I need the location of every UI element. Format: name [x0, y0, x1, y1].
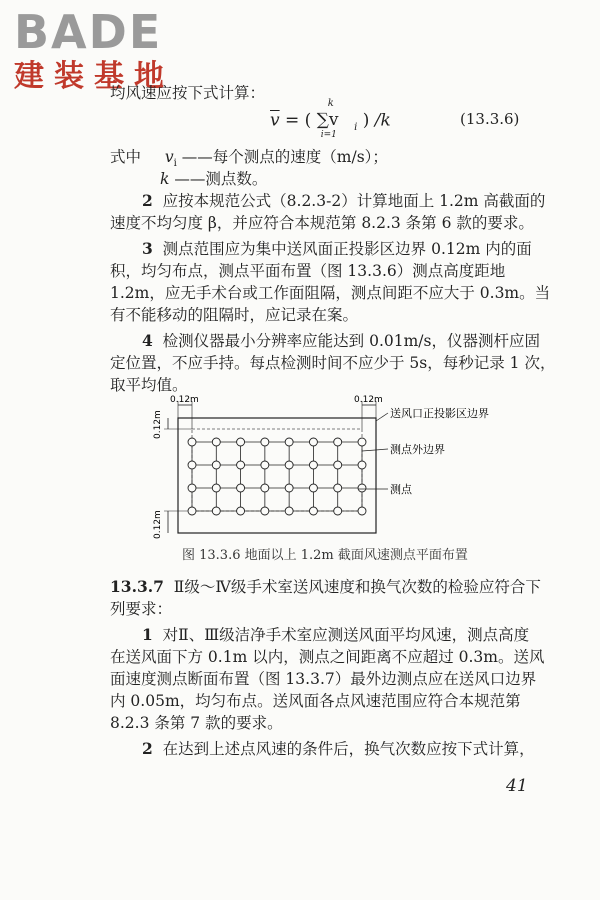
sitem1-line-3: 面速度测点断面布置（图 13.3.7）最外边测点应在送风口边界: [110, 670, 537, 688]
measurement-point: [309, 438, 317, 446]
figure-caption: 图 13.3.6 地面以上 1.2m 截面风速测点平面布置: [182, 548, 468, 563]
measurement-grid: [188, 438, 366, 515]
measurement-point: [309, 461, 317, 469]
label-inner-boundary: 测点外边界: [390, 443, 445, 456]
sitem2-line-1: [142, 738, 535, 760]
formula-sub: i: [354, 121, 358, 133]
dim-top-right: 0.12m: [354, 395, 383, 405]
symbol-v-sub: i: [173, 158, 177, 170]
measurement-point: [358, 461, 366, 469]
symbol-k-desc: ——测点数。: [174, 170, 268, 188]
leader-inner: [362, 449, 388, 451]
measurement-point: [212, 461, 220, 469]
item2-text-1: 应按本规范公式（8.2.3-2）计算地面上 1.2m 高截面的: [162, 192, 546, 210]
measurement-point: [334, 438, 342, 446]
item4-text-1: 检测仪器最小分辨率应能达到 0.01m/s，仪器测杆应固: [162, 332, 540, 350]
item3-line-1: [142, 238, 532, 260]
item3-line-4: 有不能移动的阻隔时，应记录在案。: [110, 306, 359, 324]
formula-sum-bottom: i=1: [320, 130, 337, 140]
sitem1-line-4: 内 0.05m，均匀布点。送风面各点风速范围应符合本规范第: [110, 692, 521, 710]
section-line-1: [110, 576, 541, 598]
label-point: 测点: [390, 483, 412, 496]
symbol-prefix: 式中: [110, 148, 142, 166]
measurement-point: [212, 507, 220, 515]
measurement-point: [188, 438, 196, 446]
section-text-1: Ⅱ级～Ⅳ级手术室送风速度和换气次数的检验应符合下: [173, 578, 541, 596]
leader-outer: [376, 413, 388, 421]
sitem2-text-1: 在达到上述点风速的条件后，换气次数应按下式计算，: [162, 740, 535, 758]
item4-line-1: [142, 330, 540, 352]
measurement-point: [237, 438, 245, 446]
dim-left-top: 0.12m: [153, 410, 163, 439]
measurement-point: [285, 438, 293, 446]
formula-sum: ∑v: [316, 110, 339, 130]
item3-line-3: 1.2m，应无手术台或工作面阻隔，测点间距不应大于 0.3m。当: [110, 284, 551, 302]
logo-main-text: BADE: [14, 5, 163, 59]
dim-top-left: 0.12m: [170, 395, 199, 405]
measurement-point: [309, 484, 317, 492]
measurement-point: [285, 461, 293, 469]
symbol-def-k: [160, 168, 267, 190]
section-line-2: 列要求：: [110, 600, 173, 618]
sitem1-line-1: [142, 624, 529, 646]
sitem1-line-2: 在送风面下方 0.1m 以内，测点之间距离不应超过 0.3m。送风: [110, 648, 545, 666]
equation-number: (13.3.6): [460, 110, 520, 128]
measurement-point: [358, 484, 366, 492]
measurement-point: [188, 484, 196, 492]
section-number: 13.3.7: [110, 577, 164, 596]
item2-number: 2: [142, 191, 153, 210]
item4-number: 4: [142, 331, 153, 350]
measurement-point: [334, 484, 342, 492]
symbol-k: k: [160, 170, 170, 188]
symbol-v-desc: ——每个测点的速度（m/s）；: [181, 148, 388, 166]
measurement-point: [261, 484, 269, 492]
formula-lhs: $\overline{v}$: [270, 110, 280, 131]
measurement-point: [237, 461, 245, 469]
measurement-point: [285, 484, 293, 492]
item4-line-3: 取平均值。: [110, 376, 188, 394]
sitem1-line-5: 8.2.3 条第 7 款的要求。: [110, 714, 283, 732]
measurement-point: [188, 507, 196, 515]
measurement-point: [261, 438, 269, 446]
measurement-point: [358, 438, 366, 446]
measurement-point: [358, 507, 366, 515]
measurement-point: [334, 507, 342, 515]
item3-line-2: 积，均匀布点，测点平面布置（图 13.3.6）测点高度距地: [110, 262, 506, 280]
item4-line-2: 定位置，不应手持。每点检测时间不应少于 5s，每秒记录 1 次，: [110, 354, 556, 372]
sitem2-number: 2: [142, 739, 153, 758]
measurement-point: [285, 507, 293, 515]
item3-text-1: 测点范围应为集中送风面正投影区边界 0.12m 内的面: [162, 240, 532, 258]
symbol-v: v: [164, 148, 174, 166]
item2-line-2: 速度不均匀度 β，并应符合本规范第 8.2.3 条第 6 款的要求。: [110, 214, 534, 232]
intro-text: 均风速应按下式计算：: [110, 84, 266, 102]
measurement-point: [212, 438, 220, 446]
formula-div: /k: [374, 110, 391, 131]
measurement-point: [261, 507, 269, 515]
page-number: 41: [506, 776, 528, 796]
sitem1-number: 1: [142, 625, 153, 644]
measurement-point: [261, 461, 269, 469]
logo-sub-text: 建装基地: [14, 59, 174, 94]
outer-boundary: [178, 418, 376, 533]
item2-line-1: [142, 190, 545, 212]
measurement-point: [237, 507, 245, 515]
formula-13-3-6: $\overline{v}$ = ( k ∑v i=1 $_i$ ) /k: [270, 98, 391, 140]
measurement-point: [188, 461, 196, 469]
figure-13-3-6: [140, 393, 540, 543]
sitem1-text-1: 对Ⅱ、Ⅲ级洁净手术室应测送风面平均风速，测点高度: [162, 626, 530, 644]
measurement-point: [237, 484, 245, 492]
label-outer-boundary: 送风口正投影区边界: [390, 407, 489, 420]
measurement-point: [212, 484, 220, 492]
item3-number: 3: [142, 239, 153, 258]
dim-left-bottom: 0.12m: [153, 510, 163, 539]
measurement-point: [334, 461, 342, 469]
formula-sum-top: k: [327, 98, 334, 109]
measurement-point: [309, 507, 317, 515]
